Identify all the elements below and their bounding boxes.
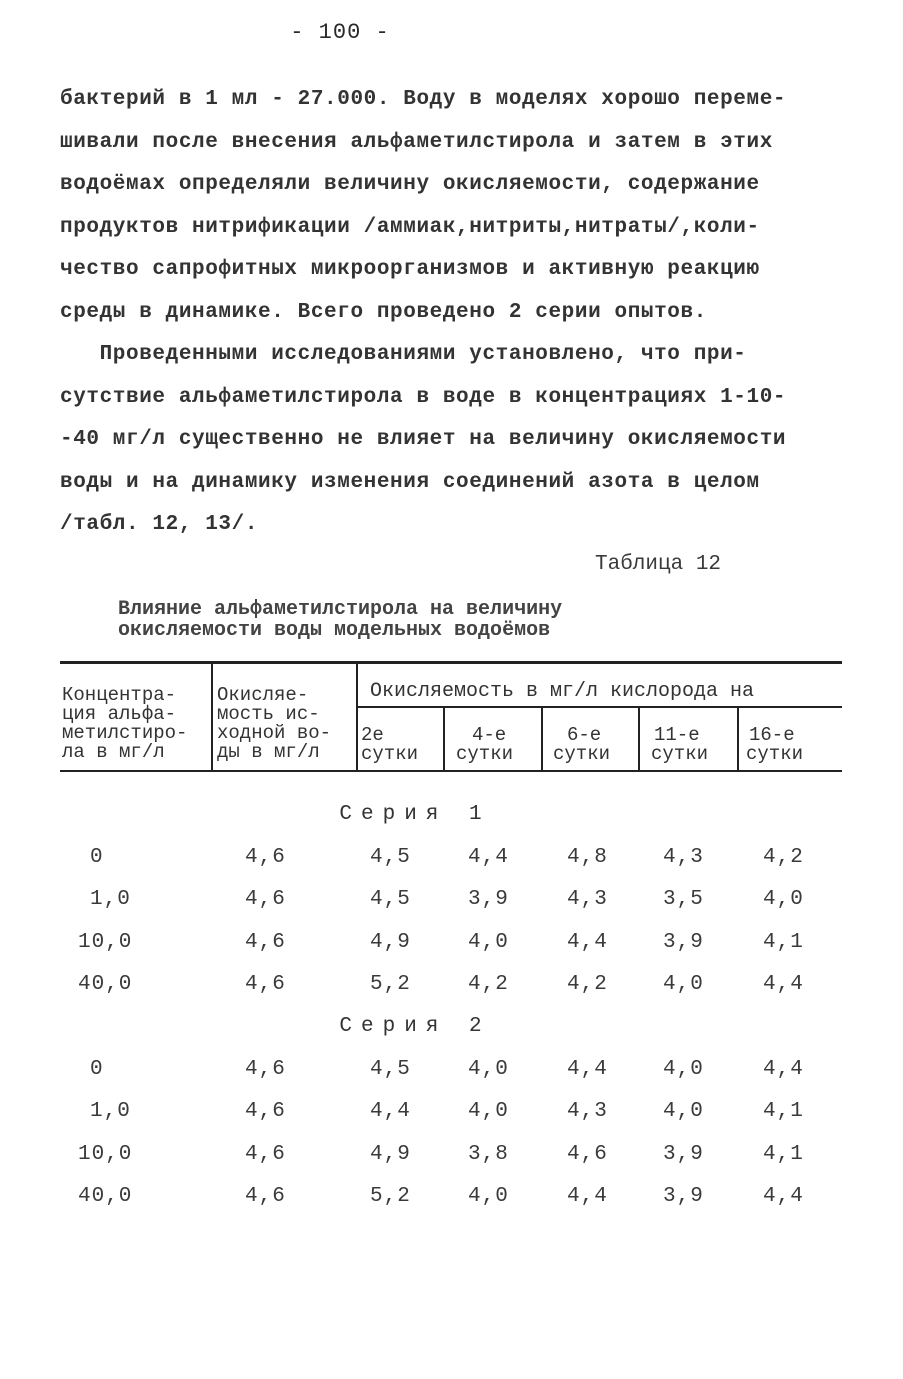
cell-initial: 4,6 — [245, 973, 286, 996]
body-text-line: сутствие альфаметилстирола в воде в концентрациях 1-10- — [60, 386, 787, 409]
header-concentration: ция альфа- — [62, 703, 177, 725]
header-initial-oxidizability: ды в мг/л — [217, 741, 320, 763]
table-header-bottom-rule — [60, 770, 842, 772]
header-day: 11-е — [654, 724, 700, 746]
header-day: сутки — [456, 743, 514, 765]
cell-concentration: 40,0 — [78, 973, 133, 996]
header-day: сутки — [651, 743, 709, 765]
table-group-rule — [358, 706, 842, 708]
header-day: сутки — [746, 743, 804, 765]
cell-initial: 4,6 — [245, 1100, 286, 1123]
body-text-line: продуктов нитрификации /аммиак,нитриты,нитраты/,коли- — [60, 216, 760, 239]
header-day: сутки — [553, 743, 611, 765]
cell-day-2: 4,5 — [370, 888, 411, 911]
cell-day-4: 4,0 — [468, 1100, 509, 1123]
cell-day-11: 4,0 — [663, 1058, 704, 1081]
cell-day-4: 3,9 — [468, 888, 509, 911]
cell-day-16: 4,2 — [763, 846, 804, 869]
table-column-divider — [356, 663, 358, 772]
header-initial-oxidizability: ходной во- — [217, 722, 332, 744]
body-text-line: воды и на динамику изменения соединений азота в целом — [60, 471, 760, 494]
header-day: 6-е — [567, 724, 602, 746]
header-oxidizability-group: Окисляемость в мг/л кислорода на — [370, 680, 755, 703]
table-caption-line: окисляемости воды модельных водоёмов — [118, 619, 551, 642]
cell-day-11: 3,9 — [663, 1185, 704, 1208]
body-text-line: /табл. 12, 13/. — [60, 513, 259, 536]
cell-day-6: 4,3 — [567, 888, 608, 911]
cell-day-16: 4,4 — [763, 1185, 804, 1208]
table-column-divider — [737, 707, 739, 772]
body-text-line: чество сапрофитных микроорганизмов и активную реакцию — [60, 258, 760, 281]
cell-concentration: 10,0 — [78, 931, 133, 954]
cell-day-2: 4,9 — [370, 1143, 411, 1166]
cell-day-2: 4,9 — [370, 931, 411, 954]
cell-initial: 4,6 — [245, 931, 286, 954]
cell-day-4: 4,0 — [468, 931, 509, 954]
body-text-line: шивали после внесения альфаметилстирола и затем в этих — [60, 131, 773, 154]
table-number-label: Таблица 12 — [595, 553, 722, 576]
cell-day-6: 4,4 — [567, 1058, 608, 1081]
cell-day-16: 4,1 — [763, 1143, 804, 1166]
page-number: - 100 - — [290, 20, 390, 45]
table-column-divider — [211, 663, 213, 772]
cell-day-6: 4,2 — [567, 973, 608, 996]
cell-concentration: 0 — [90, 1058, 104, 1081]
cell-concentration: 40,0 — [78, 1185, 133, 1208]
cell-initial: 4,6 — [245, 1058, 286, 1081]
table-column-divider — [541, 707, 543, 772]
cell-day-2: 4,5 — [370, 1058, 411, 1081]
cell-day-11: 3,5 — [663, 888, 704, 911]
cell-day-6: 4,4 — [567, 1185, 608, 1208]
body-text-line: водоёмах определяли величину окисляемости, содержание — [60, 173, 760, 196]
cell-day-16: 4,4 — [763, 1058, 804, 1081]
cell-day-6: 4,3 — [567, 1100, 608, 1123]
header-initial-oxidizability: Окисляе- — [217, 684, 309, 706]
header-day: 4-е — [472, 724, 507, 746]
cell-day-11: 4,0 — [663, 973, 704, 996]
table-caption-line: Влияние альфаметилстирола на величину — [118, 598, 563, 621]
table-top-rule — [60, 661, 842, 664]
header-concentration: ла в мг/л — [62, 741, 165, 763]
table-column-divider — [638, 707, 640, 772]
cell-day-2: 4,5 — [370, 846, 411, 869]
cell-day-4: 3,8 — [468, 1143, 509, 1166]
cell-day-11: 3,9 — [663, 1143, 704, 1166]
cell-day-11: 4,0 — [663, 1100, 704, 1123]
cell-day-6: 4,8 — [567, 846, 608, 869]
cell-concentration: 0 — [90, 846, 104, 869]
cell-day-4: 4,4 — [468, 846, 509, 869]
header-initial-oxidizability: мость ис- — [217, 703, 320, 725]
cell-day-11: 4,3 — [663, 846, 704, 869]
cell-day-2: 5,2 — [370, 1185, 411, 1208]
cell-initial: 4,6 — [245, 1143, 286, 1166]
series-title: Серия 2 — [339, 1015, 491, 1038]
cell-day-4: 4,0 — [468, 1185, 509, 1208]
series-title: Серия 1 — [339, 803, 491, 826]
cell-day-16: 4,4 — [763, 973, 804, 996]
cell-concentration: 1,0 — [90, 888, 131, 911]
cell-initial: 4,6 — [245, 888, 286, 911]
header-day: 2е — [361, 724, 384, 746]
header-day: 16-е — [749, 724, 795, 746]
cell-concentration: 1,0 — [90, 1100, 131, 1123]
cell-initial: 4,6 — [245, 1185, 286, 1208]
cell-day-16: 4,1 — [763, 931, 804, 954]
header-concentration: метилстиро- — [62, 722, 188, 744]
cell-initial: 4,6 — [245, 846, 286, 869]
cell-day-6: 4,4 — [567, 931, 608, 954]
cell-day-2: 4,4 — [370, 1100, 411, 1123]
header-concentration: Концентра- — [62, 684, 177, 706]
cell-day-16: 4,0 — [763, 888, 804, 911]
body-text-line: Проведенными исследованиями установлено, что при- — [60, 343, 747, 366]
table-column-divider — [443, 707, 445, 772]
cell-day-11: 3,9 — [663, 931, 704, 954]
body-text-line: -40 мг/л существенно не влияет на величину окисляемости — [60, 428, 787, 451]
cell-concentration: 10,0 — [78, 1143, 133, 1166]
body-text-line: бактерий в 1 мл - 27.000. Воду в моделях хорошо переме- — [60, 88, 787, 111]
header-day: сутки — [361, 743, 419, 765]
cell-day-2: 5,2 — [370, 973, 411, 996]
cell-day-4: 4,0 — [468, 1058, 509, 1081]
body-text-line: среды в динамике. Всего проведено 2 серии опытов. — [60, 301, 707, 324]
cell-day-16: 4,1 — [763, 1100, 804, 1123]
cell-day-4: 4,2 — [468, 973, 509, 996]
cell-day-6: 4,6 — [567, 1143, 608, 1166]
